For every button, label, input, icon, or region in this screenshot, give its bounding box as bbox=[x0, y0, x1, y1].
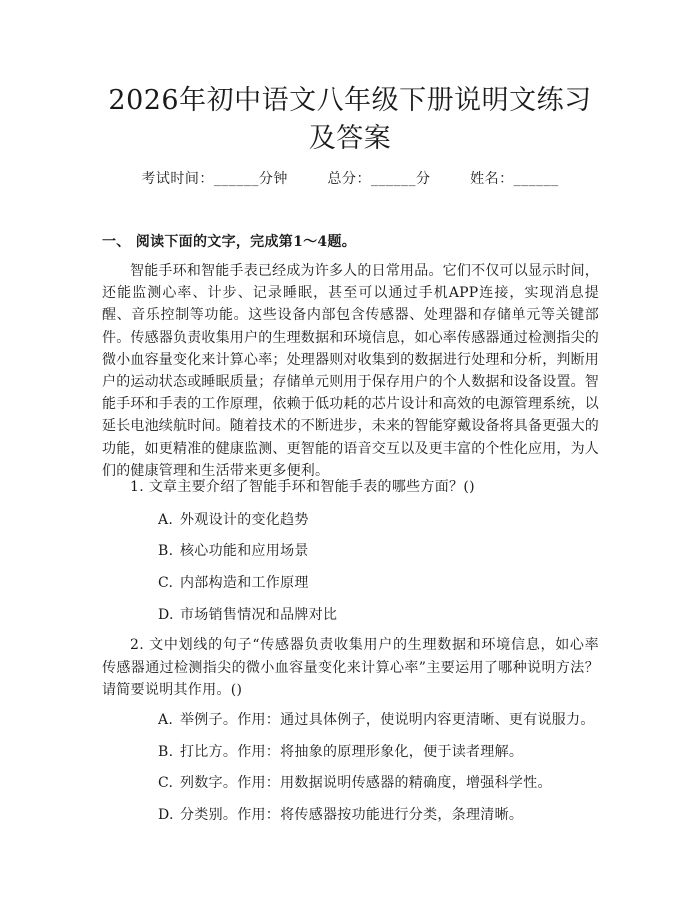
option-letter: A. bbox=[158, 712, 174, 728]
exam-info-line bbox=[0, 168, 700, 188]
option-letter: C. bbox=[158, 575, 174, 591]
question-1 bbox=[102, 476, 599, 499]
student-name-label: 姓名：______ bbox=[470, 171, 559, 187]
option-2b bbox=[158, 741, 598, 761]
option-text: 核心功能和应用场景 bbox=[180, 543, 309, 559]
option-2a bbox=[158, 709, 598, 729]
option-text: 打比方。作用：将抽象的原理形象化，便于读者理解。 bbox=[180, 744, 524, 760]
question-number: 2. bbox=[130, 637, 144, 653]
option-text: 内部构造和工作原理 bbox=[180, 575, 309, 591]
exam-time-label: 考试时间：______分钟 bbox=[141, 171, 288, 187]
document-title: 2026年初中语文八年级下册说明文练习及答案 bbox=[108, 85, 592, 154]
total-score-label: 总分：______分 bbox=[327, 171, 431, 187]
option-letter: B. bbox=[158, 744, 174, 760]
option-text: 外观设计的变化趋势 bbox=[180, 512, 309, 528]
option-letter: D. bbox=[158, 607, 174, 623]
option-1c bbox=[158, 572, 598, 592]
option-letter: B. bbox=[158, 543, 174, 559]
reading-passage: 智能手环和智能手表已经成为许多人的日常用品。它们不仅可以显示时间，还能监测心率、计步、记录睡眠，甚至可以通过手机APP连接，实现消息提醒、音乐控制等功能。这些设备内部包含传感器、处理器和存储单元等关键部件。传感器负责收集用户的生理数据和环境信息，如心率传感器通过检测指尖的微小血容量变化来计算心率；处理器则对收集到的数据进行处理和分析，判断用户的运动状态或睡眠质量；存储单元则用于保存用户的个人数据和设备设置。智能手环和手表的工作原理，依赖于低功耗的芯片设计和高效的电源管理系统，以延长电池续航时间。随着技术的不断进步，未来的智能穿戴设备将具备更强大的功能，如更精准的健康监测、更智能的语音交互以及更丰富的个性化应用，为人们的健康管理和生活带来更多便利。 bbox=[102, 263, 599, 479]
question-number: 1. bbox=[130, 479, 144, 495]
option-2c bbox=[158, 772, 598, 792]
option-letter: A. bbox=[158, 512, 174, 528]
option-letter: D. bbox=[158, 807, 174, 823]
option-letter: C. bbox=[158, 775, 174, 791]
option-1d bbox=[158, 604, 598, 624]
option-2d bbox=[158, 804, 598, 824]
option-1a bbox=[158, 509, 598, 529]
option-1b bbox=[158, 540, 598, 560]
option-text: 分类别。作用：将传感器按功能进行分类，条理清晰。 bbox=[180, 807, 524, 823]
question-text: 文中划线的句子“传感器负责收集用户的生理数据和环境信息，如心率传感器通过检测指尖的微小血容量变化来计算心率”主要运用了哪种说明方法？请简要说明其作用。() bbox=[102, 637, 599, 698]
option-text: 举例子。作用：通过具体例子，使说明内容更清晰、更有说服力。 bbox=[180, 712, 595, 728]
option-text: 市场销售情况和品牌对比 bbox=[180, 607, 338, 623]
question-text: 文章主要介绍了智能手环和智能手表的哪些方面？() bbox=[148, 479, 475, 495]
section-heading: 一、 阅读下面的文字，完成第1～4题。 bbox=[102, 234, 357, 250]
option-text: 列数字。作用：用数据说明传感器的精确度，增强科学性。 bbox=[180, 775, 552, 791]
question-2 bbox=[102, 634, 599, 702]
